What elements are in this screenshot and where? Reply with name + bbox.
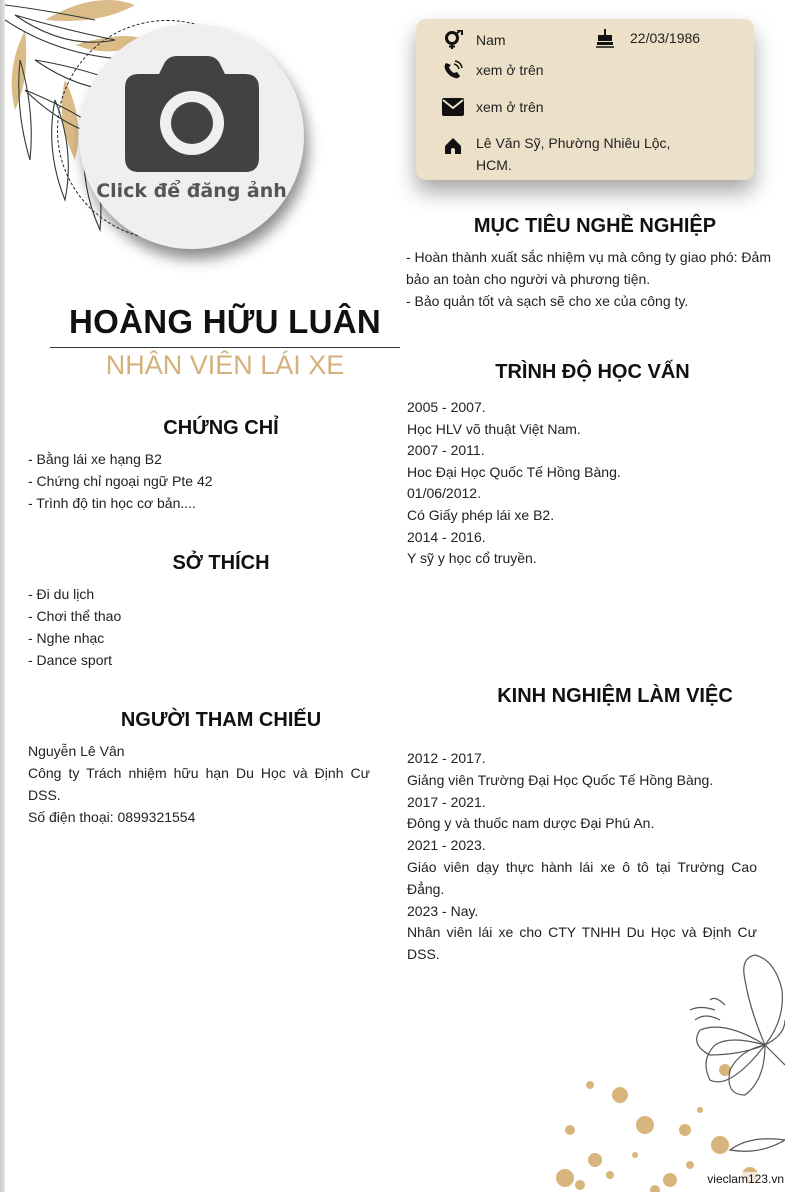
phone-row (442, 59, 544, 81)
name-divider (50, 347, 400, 348)
birthday-value: 22/03/1986 (630, 30, 701, 46)
objective-content: - Hoàn thành xuất sắc nhiệm vụ mà công ty giao phó: Đảm bảo an toàn cho người và phương tiện. - Bảo quản tốt và sạch sẽ cho xe của công ty. (406, 249, 771, 309)
gender-value: Nam (476, 32, 506, 48)
section-title-objective: MỤC TIÊU NGHỀ NGHIỆP (473, 215, 717, 237)
birthday-row (594, 27, 700, 49)
gender-row (442, 29, 506, 51)
avatar-upload-label: Click để đăng ảnh (96, 180, 287, 202)
email-icon (442, 96, 464, 118)
references-content: Nguyễn Lê Vân Công ty Trách nhiệm hữu hạn Du Học và Định Cư DSS. Số điện thoại: 0899321554 (28, 743, 370, 825)
candidate-name: HOÀNG HỮU LUÂN (68, 303, 382, 340)
phone-icon (442, 59, 464, 81)
contact-card (416, 19, 754, 180)
certificates-content: - Bằng lái xe hạng B2 - Chứng chỉ ngoại ngữ Pte 42 - Trình độ tin học cơ bản.... (28, 451, 213, 511)
job-title: NHÂN VIÊN LÁI XE (105, 350, 345, 380)
email-row (442, 96, 544, 118)
section-title-hobbies: SỞ THÍCH (172, 552, 270, 574)
camera-icon (125, 56, 259, 172)
birthday-cake-icon (594, 27, 616, 49)
experience-content: 2012 - 2017. Giảng viên Trường Đại Học Quốc Tế Hồng Bàng. 2017 - 2021. Đông y và thuốc nam dược Đại Phú An. 2021 - 2023. Giáo viên dạy thực hành lái xe ô tô tại Trường Cao Đẳng. 2023 - Nay. Nhân viên lái xe cho CTY TNHH Du Học và Định Cư DSS. (407, 750, 757, 963)
avatar-upload-button[interactable] (79, 24, 304, 249)
section-title-experience: KINH NGHIỆM LÀM VIỆC (497, 685, 733, 707)
section-title-references: NGƯỜI THAM CHIẾU (120, 709, 322, 731)
phone-value: xem ở trên (476, 62, 544, 78)
footer-brand[interactable]: vieclam123.vn (707, 1172, 784, 1186)
flower-decoration-icon (550, 950, 785, 1192)
email-value: xem ở trên (476, 99, 544, 115)
address-row (442, 132, 670, 176)
hobbies-content: - Đi du lịch - Chơi thể thao - Nghe nhạc - Dance sport (28, 586, 122, 668)
section-title-education: TRÌNH ĐỘ HỌC VẤN (495, 361, 690, 383)
education-content: 2005 - 2007. Học HLV võ thuật Việt Nam. 2007 - 2011. Hoc Đại Học Quốc Tế Hồng Bàng. 01/06/2012. Có Giấy phép lái xe B2. 2014 - 2016. Y sỹ y học cổ truyền. (407, 399, 621, 567)
gender-icon (442, 29, 464, 51)
address-value: Lê Văn Sỹ, Phường Nhiêu Lộc, HCM. (476, 135, 671, 173)
home-icon (442, 135, 464, 157)
section-title-certificates: CHỨNG CHỈ (163, 417, 279, 439)
